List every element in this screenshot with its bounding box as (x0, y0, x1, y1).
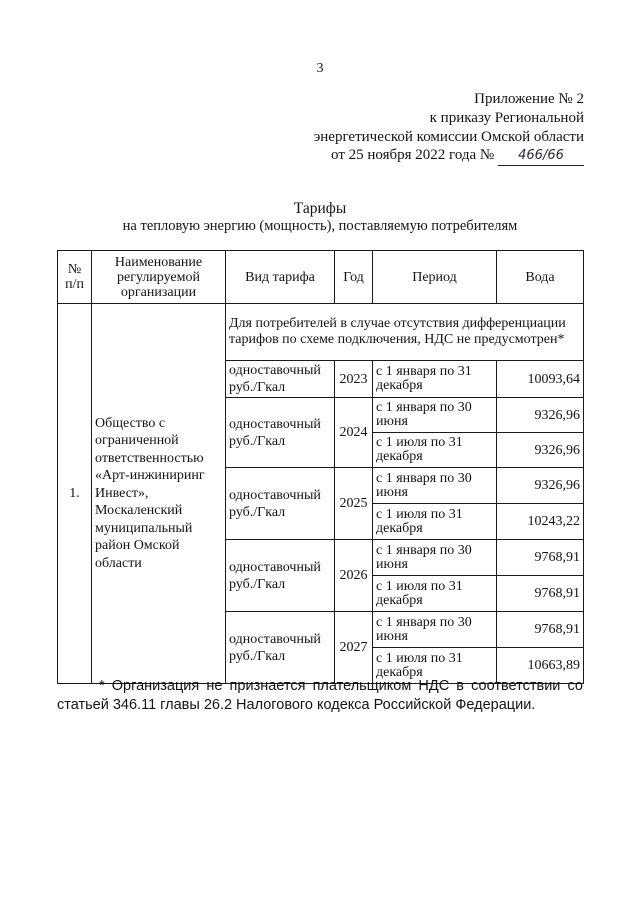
tariff-year: 2026 (335, 540, 373, 612)
appendix-line-2: к приказу Региональной (429, 110, 584, 126)
tariff-year: 2024 (335, 398, 373, 468)
tariff-period: с 1 июля по 31 декабря (373, 648, 497, 684)
water-value: 10093,64 (497, 361, 584, 398)
water-value: 9326,96 (497, 398, 584, 433)
document-subtitle: на тепловую энергию (мощность), поставляемую потребителям (122, 218, 518, 234)
tariff-period: с 1 января по 30 июня (373, 540, 497, 576)
tariff-kind: одноставочный руб./Гкал (226, 540, 335, 612)
water-value: 9768,91 (497, 612, 584, 648)
tariff-kind: одноставочный руб./Гкал (226, 398, 335, 468)
tariff-year: 2025 (335, 468, 373, 540)
tariff-period: с 1 июля по 31 декабря (373, 504, 497, 540)
water-value: 10663,89 (497, 648, 584, 684)
footnote: * Организация не признается плательщиком НДС в соответствии со статьей 346.11 главы 26.2 Налогового кодекса Российской Федерации. (57, 678, 583, 713)
tariff-period: с 1 июля по 31 декабря (373, 576, 497, 612)
appendix-line-1: Приложение № 2 (474, 91, 584, 107)
tariff-period: с 1 июля по 31 декабря (373, 433, 497, 468)
handwritten-order-number: 466/66 (498, 146, 584, 166)
appendix-date: от 25 ноября 2022 года № (331, 147, 495, 163)
water-value: 9768,91 (497, 540, 584, 576)
document-title: Тарифы (293, 200, 347, 217)
tariff-period: с 1 января по 30 июня (373, 612, 497, 648)
tariff-year: 2027 (335, 612, 373, 684)
water-value: 10243,22 (497, 504, 584, 540)
tariff-period: с 1 января по 31 декабря (373, 361, 497, 398)
row-number: 1. (58, 304, 92, 684)
tariff-table (57, 250, 584, 684)
appendix-date-line (331, 146, 584, 166)
table-row (58, 304, 584, 361)
header-water: Вода (497, 251, 584, 304)
consumer-note: Для потребителей в случае отсутствия дифференциации тарифов по схеме подключения, НДС не предусмотрен* (226, 304, 584, 361)
water-value: 9326,96 (497, 468, 584, 504)
water-value: 9326,96 (497, 433, 584, 468)
header-kind: Вид тарифа (226, 251, 335, 304)
tariff-kind: одноставочный руб./Гкал (226, 361, 335, 398)
tariff-kind: одноставочный руб./Гкал (226, 612, 335, 684)
header-num: № п/п (58, 251, 92, 304)
tariff-period: с 1 января по 30 июня (373, 468, 497, 504)
tariff-period: с 1 января по 30 июня (373, 398, 497, 433)
tariff-kind: одноставочный руб./Гкал (226, 468, 335, 540)
table-header-row (58, 251, 584, 304)
page-number: 3 (316, 61, 324, 76)
water-value: 9768,91 (497, 576, 584, 612)
header-year: Год (335, 251, 373, 304)
tariff-year: 2023 (335, 361, 373, 398)
header-org: Наименование регулируемой организации (92, 251, 226, 304)
appendix-line-3: энергетической комиссии Омской области (313, 129, 584, 145)
header-period: Период (373, 251, 497, 304)
organization-name: Общество с ограниченной ответственностью «Арт-инжиниринг Инвест», Москаленский муниципальный район Омской области (92, 304, 226, 684)
